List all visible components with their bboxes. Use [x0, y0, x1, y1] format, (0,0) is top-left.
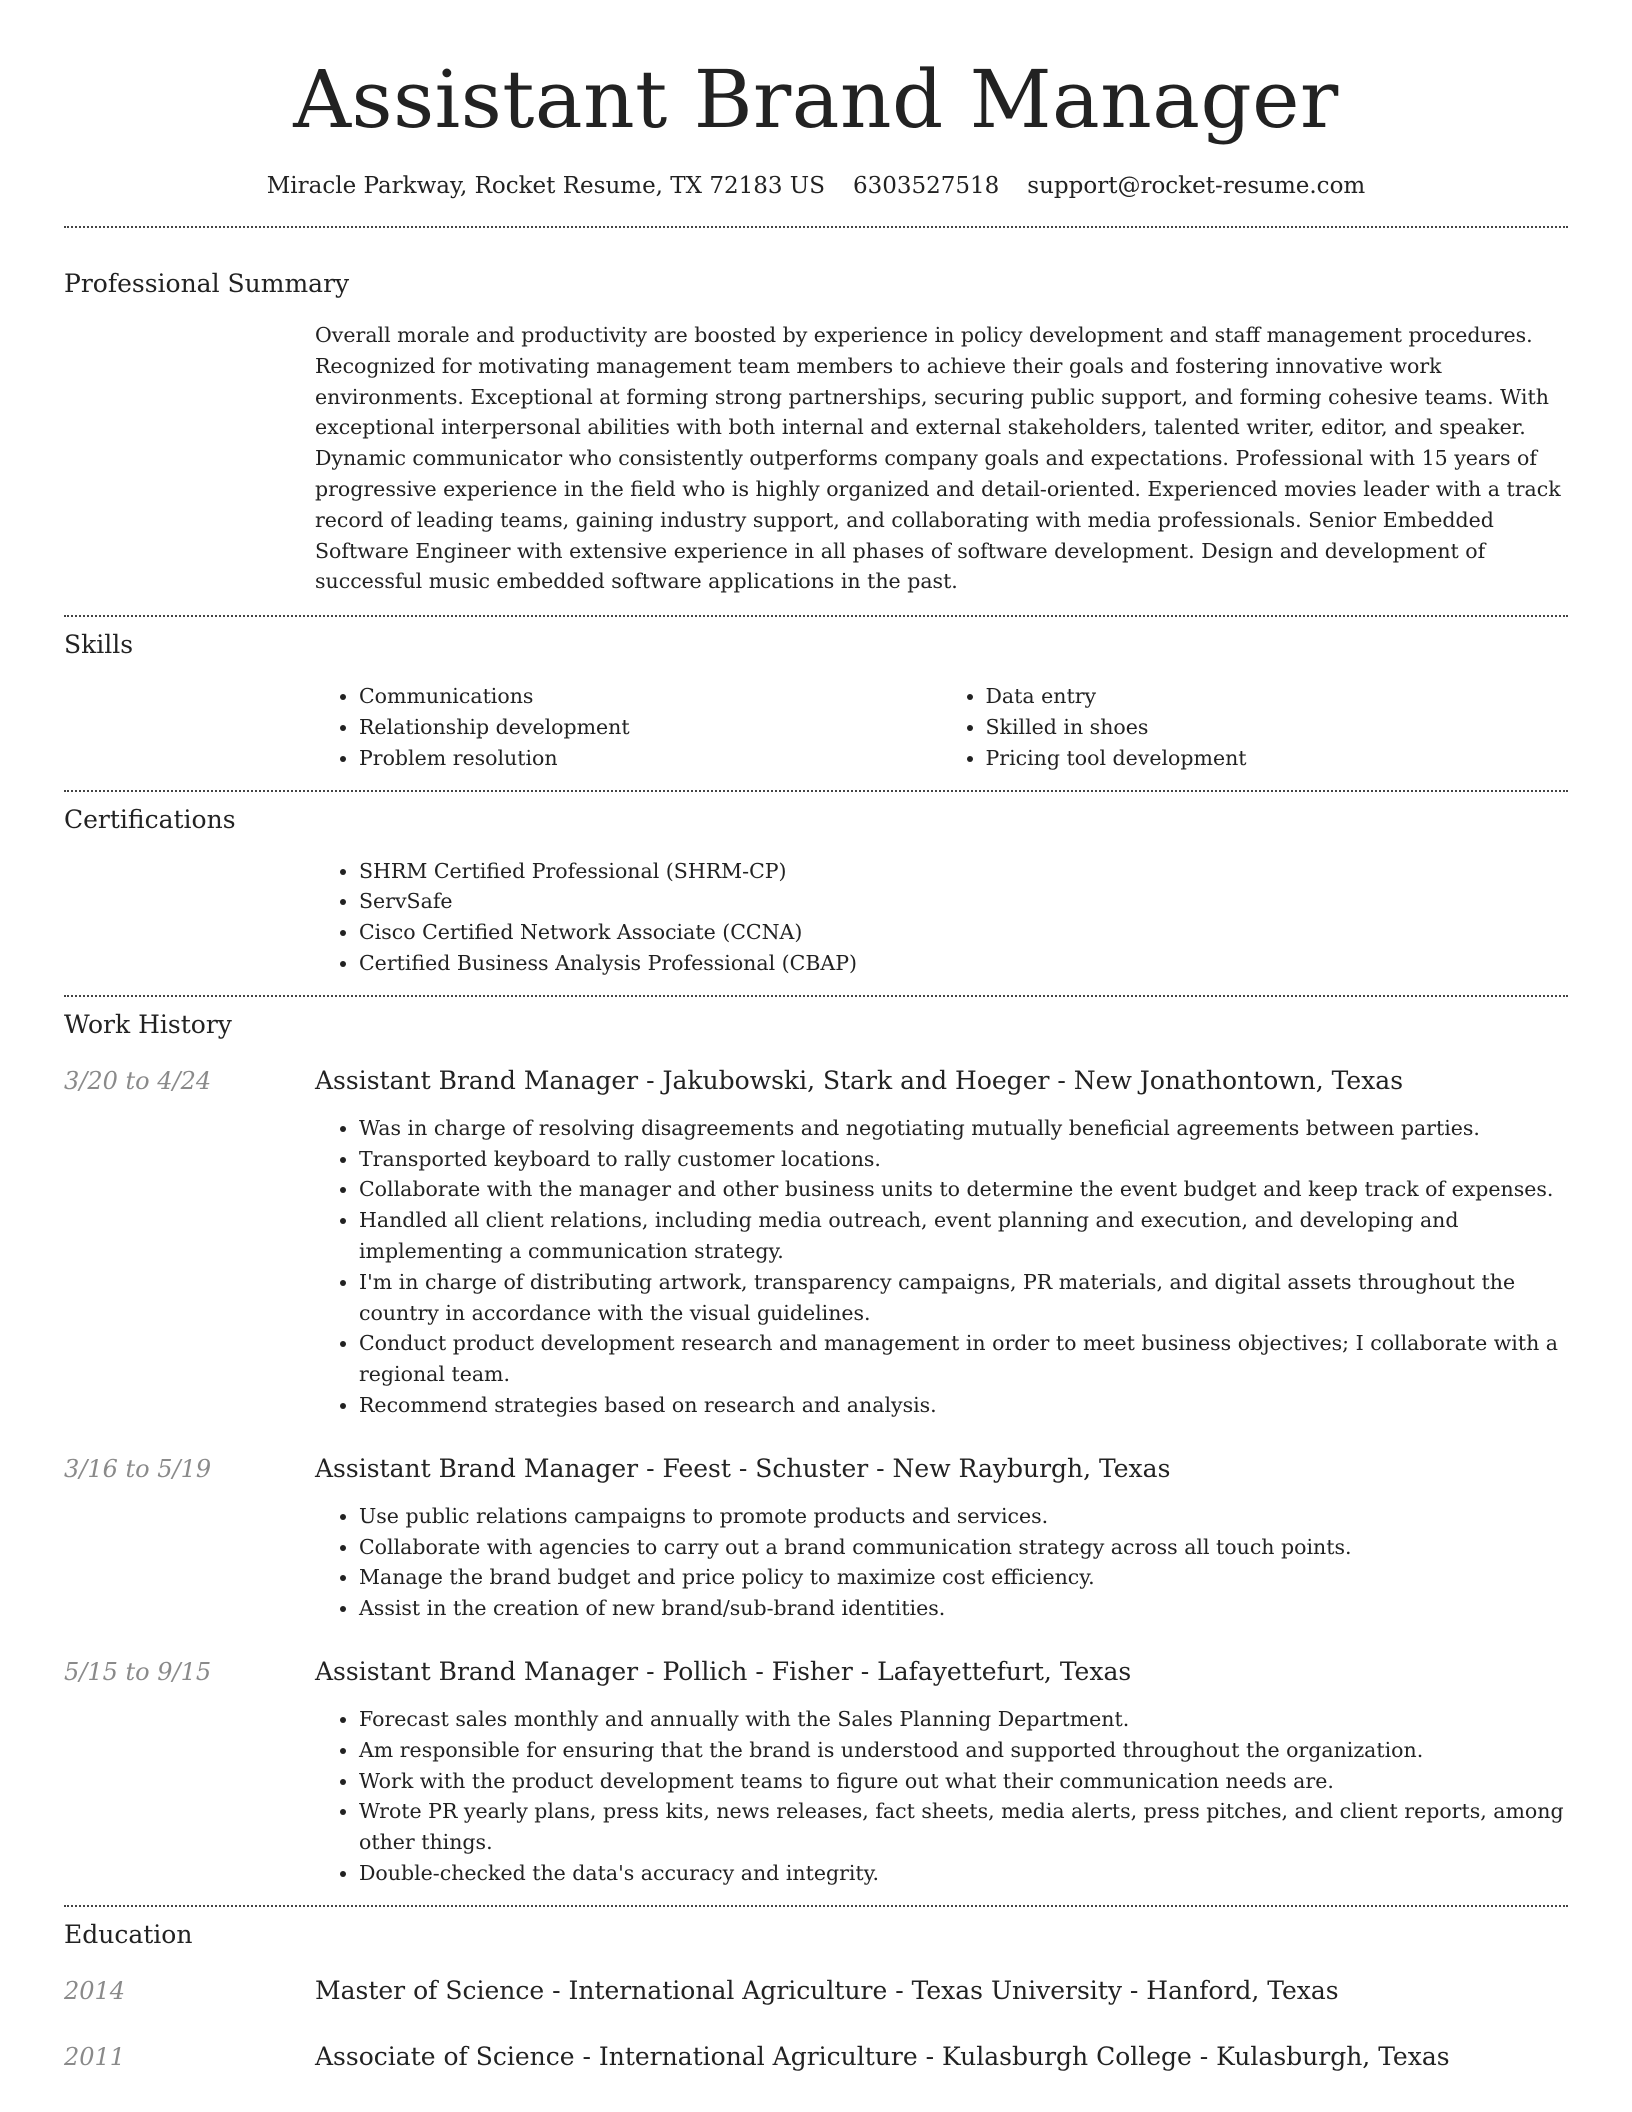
education-entry [64, 2041, 1568, 2073]
work-entry [64, 1453, 1568, 1485]
work-heading: Assistant Brand Manager - Jakubowski, Stark and Hoeger - New Jonathontown, Texas [315, 1065, 1404, 1095]
work-bullet: • I'm in charge of distributing artwork, transparency campaigns, PR materials, and digital assets throughout the country in accordance with the visual guidelines. [359, 1267, 1568, 1329]
skills-list [315, 681, 1568, 773]
skill-item: • Communications [359, 681, 942, 712]
work-dates: 5/15 to 9/15 [64, 1657, 212, 1686]
work-bullet: • Double-checked the data's accuracy and integrity. [359, 1858, 1568, 1889]
skills-column-left [315, 681, 942, 773]
contact-phone: 6303527518 [852, 173, 1000, 199]
education-entry [64, 1975, 1568, 2007]
work-entry [64, 1656, 1568, 1688]
work-dates: 3/20 to 4/24 [64, 1066, 212, 1095]
work-heading: Assistant Brand Manager - Feest - Schuster - New Rayburgh, Texas [315, 1453, 1171, 1483]
work-bullet: • Manage the brand budget and price policy to maximize cost efficiency. [359, 1562, 1568, 1593]
divider [64, 995, 1568, 997]
work-bullets [315, 1704, 1568, 1889]
certification-item: • Cisco Certified Network Associate (CCNA) [359, 917, 1568, 948]
contact-address: Miracle Parkway, Rocket Resume, TX 72183 US [266, 173, 825, 199]
resume-page [64, 0, 1568, 2073]
work-bullets [315, 1113, 1568, 1421]
work-bullet-list [315, 1501, 1568, 1624]
work-bullet: • Collaborate with agencies to carry out a brand communication strategy across all touch points. [359, 1532, 1568, 1563]
work-bullet: • Am responsible for ensuring that the brand is understood and supported throughout the organization. [359, 1735, 1568, 1766]
divider [64, 226, 1568, 228]
work-entry [64, 1065, 1568, 1097]
skill-item: • Skilled in shoes [986, 712, 1569, 743]
work-bullet: • Recommend strategies based on research and analysis. [359, 1390, 1568, 1421]
section-title-education: Education [64, 1919, 193, 1949]
contact-line [64, 170, 1568, 202]
work-bullet: • Transported keyboard to rally customer locations. [359, 1144, 1568, 1175]
summary-text: Overall morale and productivity are boosted by experience in policy development and staff management procedures. Recognized for motivating management team members to achieve their goals and fostering innovative work environments. Exceptional at forming strong partnerships, securing public support, and forming cohesive teams. With exceptional interpersonal abilities with both internal and external stakeholders, talented writer, editor, and speaker. Dynamic communicator who consistently outperforms company goals and expectations. Professional with 15 years of progressive experience in the field who is highly organized and detail-oriented. Experienced movies leader with a track record of leading teams, gaining industry support, and collaborating with media professionals. Senior Embedded Software Engineer with extensive experience in all phases of software development. Design and development of successful music embedded software applications in the past. [315, 323, 1561, 594]
certification-item: • ServSafe [359, 886, 1568, 917]
education-year: 2011 [64, 2042, 126, 2071]
certifications-list [315, 856, 1568, 979]
work-bullet: • Collaborate with the manager and other business units to determine the event budget and keep track of expenses. [359, 1174, 1568, 1205]
work-bullet: • Forecast sales monthly and annually with the Sales Planning Department. [359, 1704, 1568, 1735]
work-bullet: • Was in charge of resolving disagreements and negotiating mutually beneficial agreements between parties. [359, 1113, 1568, 1144]
section-title-certifications: Certifications [64, 804, 236, 834]
skill-item: • Pricing tool development [986, 743, 1569, 774]
work-dates: 3/16 to 5/19 [64, 1454, 212, 1483]
work-bullet-list [315, 1113, 1568, 1421]
certification-item: • SHRM Certified Professional (SHRM-CP) [359, 856, 1568, 887]
work-bullet: • Work with the product development teams to figure out what their communication needs are. [359, 1766, 1568, 1797]
section-title-skills: Skills [64, 630, 134, 660]
work-bullet: • Assist in the creation of new brand/sub-brand identities. [359, 1593, 1568, 1624]
work-bullet: • Use public relations campaigns to promote products and services. [359, 1501, 1568, 1532]
work-bullets [315, 1501, 1568, 1624]
certification-item: • Certified Business Analysis Professional (CBAP) [359, 948, 1568, 979]
divider [64, 790, 1568, 792]
section-title-work-history: Work History [64, 1009, 232, 1039]
skill-item: • Problem resolution [359, 743, 942, 774]
work-bullet: • Wrote PR yearly plans, press kits, news releases, fact sheets, media alerts, press pitches, and client reports, among other things. [359, 1796, 1568, 1858]
work-bullet: • Conduct product development research and management in order to meet business objectives; I collaborate with a regional team. [359, 1328, 1568, 1390]
divider [64, 615, 1568, 617]
skills-column-right [942, 681, 1569, 773]
contact-email: support@rocket-resume.com [1027, 173, 1366, 199]
skill-item: • Data entry [986, 681, 1569, 712]
education-heading: Associate of Science - International Agriculture - Kulasburgh College - Kulasburgh, Texas [315, 2041, 1450, 2071]
work-bullet: • Handled all client relations, including media outreach, event planning and execution, and developing and implementing a communication strategy. [359, 1205, 1568, 1267]
section-title-summary: Professional Summary [64, 269, 350, 298]
skill-item: • Relationship development [359, 712, 942, 743]
education-heading: Master of Science - International Agriculture - Texas University - Hanford, Texas [315, 1975, 1339, 2005]
work-heading: Assistant Brand Manager - Pollich - Fisher - Lafayettefurt, Texas [315, 1656, 1132, 1686]
resume-name: Assistant Brand Manager [293, 53, 1339, 146]
education-year: 2014 [64, 1976, 126, 2005]
work-bullet-list [315, 1704, 1568, 1889]
certifications-bullets [315, 856, 1568, 979]
divider [64, 1905, 1568, 1907]
